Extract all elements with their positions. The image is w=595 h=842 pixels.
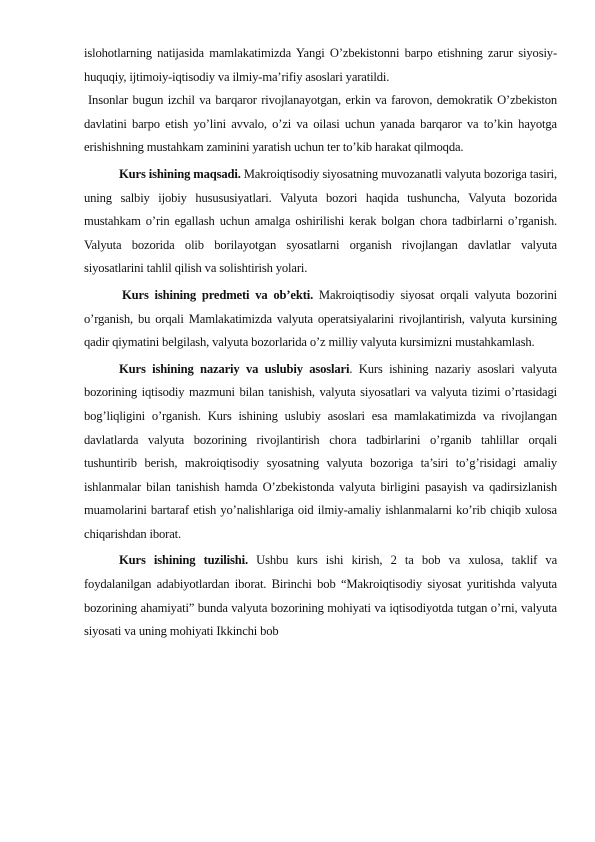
paragraph-people-text: Insonlar bugun izchil va barqaror rivojlanayotgan, erkin va farovon, demokratik O’zbekiston davlatini barpo etish yo’lini avvalo, o’zi va oilasi uchun yanada barqaror va to’kin hayotga erishishning mustahkam zaminini yaratish uchun ter to’kib harakat qilmoqda. [84,93,557,155]
paragraph-reforms [84,42,557,89]
structure-heading: Kurs ishining tuzilishi. [119,553,248,568]
paragraph-structure [84,549,557,643]
theory-heading: Kurs ishining nazariy va uslubiy asoslari [119,361,350,376]
structure-text: Ushbu kurs ishi kirish, 2 ta bob va xulosa, taklif va foydalanilgan adabiyotlardan iborat. Birinchi bob “Makroiqtisodiy siyosat yuritishda valyuta bozorining ahamiyati” bunda valyuta bozorining mohiyati va iqtisodiyotda tutgan o’rni, valyuta siyosati va uning mohiyati Ikkinchi bob [84,553,558,639]
paragraph-reforms-text: islohotlarning natijasida mamlakatimizda Yangi O’zbekistonni barpo etishning zarur siyosiy-huquqiy, ijtimoiy-iqtisodiy va ilmiy-ma’rifiy asoslari yaratildi. [84,46,557,84]
document-page [84,42,557,644]
paragraph-theory [84,358,557,547]
paragraph-subject [84,284,557,355]
paragraph-people [84,89,557,160]
subject-heading: Kurs ishining predmeti va ob’ekti. [122,287,314,302]
subject-text: Makroiqtisodiy siyosat orqali valyuta bozorini o’rganish, bu orqali Mamlakatimizda valyuta operatsiyalarini rivojlantirish, valyuta kursining qadir qiymatini belgilash, valyuta bozorlarida o’z milliy valyuta kursimizni mustahkamlash. [84,287,558,350]
goal-heading: Kurs ishining maqsadi. [119,166,241,181]
paragraph-goal [84,163,557,281]
theory-text: . Kurs ishining nazariy asoslari valyuta bozorining iqtisodiy mazmuni bilan tanishish, valyuta siyosatlari va valyuta tizimi o’rtasidagi bog’liqligini o’rganish. Kurs ishining uslubiy asoslari esa mamlakatimizda va rivojlangan davlatlarda valyuta bozorining rivojlantirish chora tadbirlarini o’rganib tahlillar orqali tushuntirib berish, makroiqtisodiy syosatning valyuta bozoriga ta’siri to’g’risidagi amaliy ishlanmalar bilan tanishish hamda O’zbekistonda valyuta birligini pasayish va qadirsizlanish muamolarini bartaraf etish yo’nalishlariga oid ilmiy-amaliy ishlanmalarni ko’rib chiqib xulosa chiqarishdan iborat. [84,361,557,541]
goal-text: Makroiqtisodiy siyosatning muvozanatli valyuta bozoriga tasiri, uning salbiy ijobiy husususiyatlari. Valyuta bozori haqida tushuncha, Valyuta bozorida mustahkam o’rin egallash uchun amalga oshirilishi kerak bolgan chora tadbirlarni o’rganish. Valyuta bozorida olib borilayotgan syosatlarni organish rivojlangan davlatlar valyuta siyosatlarini tahlil qilish va solishtirish yolari. [84,166,557,276]
